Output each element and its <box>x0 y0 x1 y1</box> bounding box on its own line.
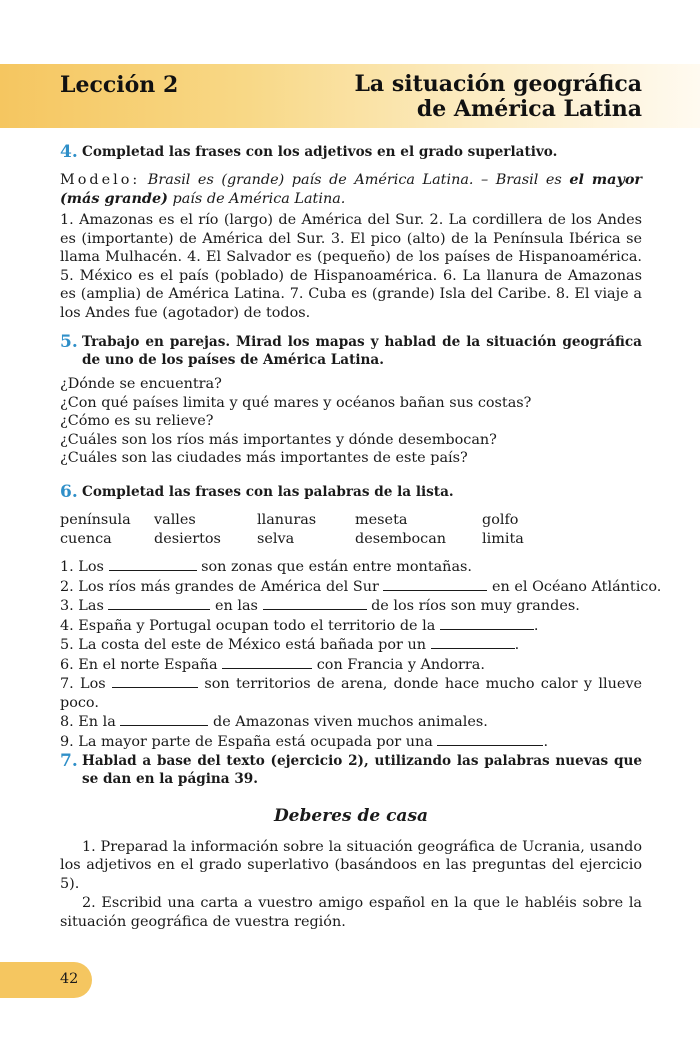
exercise-4-body: 1. Amazonas es el río (largo) de América del Sur. 2. La cordillera de los Andes es (importante) de América del Sur. 3. El pico (alto) de la Península Ibérica se llama Mulhacén. 4. El Salvador es (pequeño) de los países de Hispanoamérica. 5. México es el país (poblado) de Hispanoamérica. 6. La llanura de Amazonas es (amplia) de América Latina. 7. Cuba es (grande) Isla del Caribe. 8. El viaje a los Andes fue (agotador) de todos. <box>60 212 642 321</box>
exercise-7-header <box>60 752 642 788</box>
sentence-4 <box>60 616 642 636</box>
exercise-instruction: Hablad a base del texto (ejercicio 2), utilizando las palabras nuevas que se dan en la página 39. <box>82 753 642 787</box>
sentence-text: son zonas que están entre montañas. <box>201 559 472 575</box>
blank-line <box>108 596 210 610</box>
word-item: llanuras <box>257 512 317 528</box>
modelo-example <box>60 171 642 208</box>
exercise-number: 4. <box>60 142 78 162</box>
word-item: península <box>60 512 131 528</box>
lesson-title-line2: de América Latina <box>416 96 642 122</box>
exercise-instruction: Completad las frases con las palabras de la lista. <box>82 484 454 500</box>
exercise-4 <box>60 143 642 322</box>
question-item: ¿Dónde se encuentra? <box>60 376 222 392</box>
word-item: meseta <box>355 512 408 528</box>
homework-item-2: 2. Escribid una carta a vuestro amigo español en la que le habléis sobre la situación geográfica de vuestra región. <box>60 895 642 930</box>
modelo-answer: el mayor (más grande) <box>60 171 643 207</box>
question-item: ¿Cuáles son las ciudades más importantes de este país? <box>60 450 468 466</box>
blank-line <box>263 596 367 610</box>
blank-line <box>120 712 208 726</box>
modelo-text: Brasil es (grande) país de América Latina. – Brasil es <box>147 172 562 188</box>
sentence-text: 1. Los <box>60 559 104 575</box>
sentence-text: 4. España y Portugal ocupan todo el territorio de la <box>60 617 436 634</box>
blank-line <box>112 674 198 688</box>
exercise-4-header <box>60 143 642 161</box>
lesson-title-line1: La situación geográfica <box>354 71 642 97</box>
word-item: selva <box>257 530 295 547</box>
homework-section <box>60 807 642 931</box>
modelo-label: Modelo: <box>60 172 141 188</box>
sentence-1 <box>60 557 642 577</box>
exercise-number: 6. <box>60 482 78 502</box>
sentence-text: 9. La mayor parte de España está ocupada por una <box>60 733 433 750</box>
question-item: ¿Cuáles son los ríos más importantes y dónde desembocan? <box>60 431 497 448</box>
exercise-number: 7. <box>60 751 78 771</box>
blank-line <box>109 557 197 571</box>
exercise-instruction: Trabajo en parejas. Mirad los mapas y hablad de la situación geográfica de uno de los países de América Latina. <box>82 334 642 368</box>
lesson-label: Lección 2 <box>60 72 179 98</box>
question-list <box>60 375 642 468</box>
word-item: limita <box>482 530 524 547</box>
homework-title: Deberes de casa <box>273 806 429 826</box>
sentence-2 <box>60 577 662 597</box>
question-item: ¿Cómo es su relieve? <box>60 413 214 429</box>
exercise-7 <box>60 752 642 788</box>
word-item: cuenca <box>60 530 112 547</box>
sentence-9 <box>60 732 642 752</box>
exercise-5 <box>60 333 642 468</box>
exercise-5-header <box>60 333 642 369</box>
sentence-text: de los ríos son muy grandes. <box>371 598 580 614</box>
sentence-text: . <box>514 637 520 653</box>
lesson-title <box>354 72 642 122</box>
modelo-text-end: país de América Latina. <box>172 190 346 207</box>
sentence-5 <box>60 635 642 655</box>
sentence-7 <box>60 674 642 712</box>
word-item: golfo <box>482 512 519 528</box>
blank-line <box>431 635 515 649</box>
word-item: valles <box>154 512 196 528</box>
sentence-list <box>60 557 662 751</box>
sentence-text: 6. En el norte España <box>60 656 218 673</box>
blank-line <box>383 577 487 591</box>
sentence-text: son territorios de arena, donde hace mucho calor y llueve <box>204 676 642 692</box>
sentence-text: 5. La costa del este de México está bañada por un <box>60 637 427 653</box>
exercise-instruction: Completad las frases con los adjetivos en el grado superlativo. <box>82 144 558 160</box>
homework-item-1: 1. Preparad la información sobre la situación geográfica de Ucrania, usando los adjetivos en el grado superlativo (basándoos en las preguntas del ejercicio 5). <box>60 838 642 892</box>
page-number: 42 <box>60 971 79 987</box>
exercise-6 <box>60 482 662 751</box>
sentence-6 <box>60 655 642 675</box>
sentence-text: 3. Las <box>60 598 104 614</box>
sentence-text: . <box>533 617 539 634</box>
sentence-text: 2. Los ríos más grandes de América del Sur <box>60 578 379 595</box>
question-item: ¿Con qué países limita y qué mares y océanos bañan sus costas? <box>60 394 532 411</box>
sentence-8 <box>60 712 642 732</box>
sentence-text: en el Océano Atlántico. <box>492 578 662 595</box>
sentence-text: . <box>543 733 549 750</box>
sentence-text: en las <box>214 598 258 614</box>
sentence-3 <box>60 596 642 616</box>
sentence-text: poco. <box>60 694 99 711</box>
word-item: desembocan <box>355 530 447 547</box>
sentence-text: de Amazonas viven muchos animales. <box>213 714 488 730</box>
blank-line <box>222 655 312 669</box>
sentence-text: 7. Los <box>60 676 106 692</box>
sentence-text: con Francia y Andorra. <box>316 656 485 673</box>
blank-line <box>440 616 534 630</box>
exercise-number: 5. <box>60 332 78 352</box>
word-list <box>60 511 642 548</box>
word-item: desiertos <box>154 530 221 547</box>
blank-line <box>437 732 543 746</box>
exercise-6-header <box>60 483 642 501</box>
sentence-text: 8. En la <box>60 714 116 730</box>
